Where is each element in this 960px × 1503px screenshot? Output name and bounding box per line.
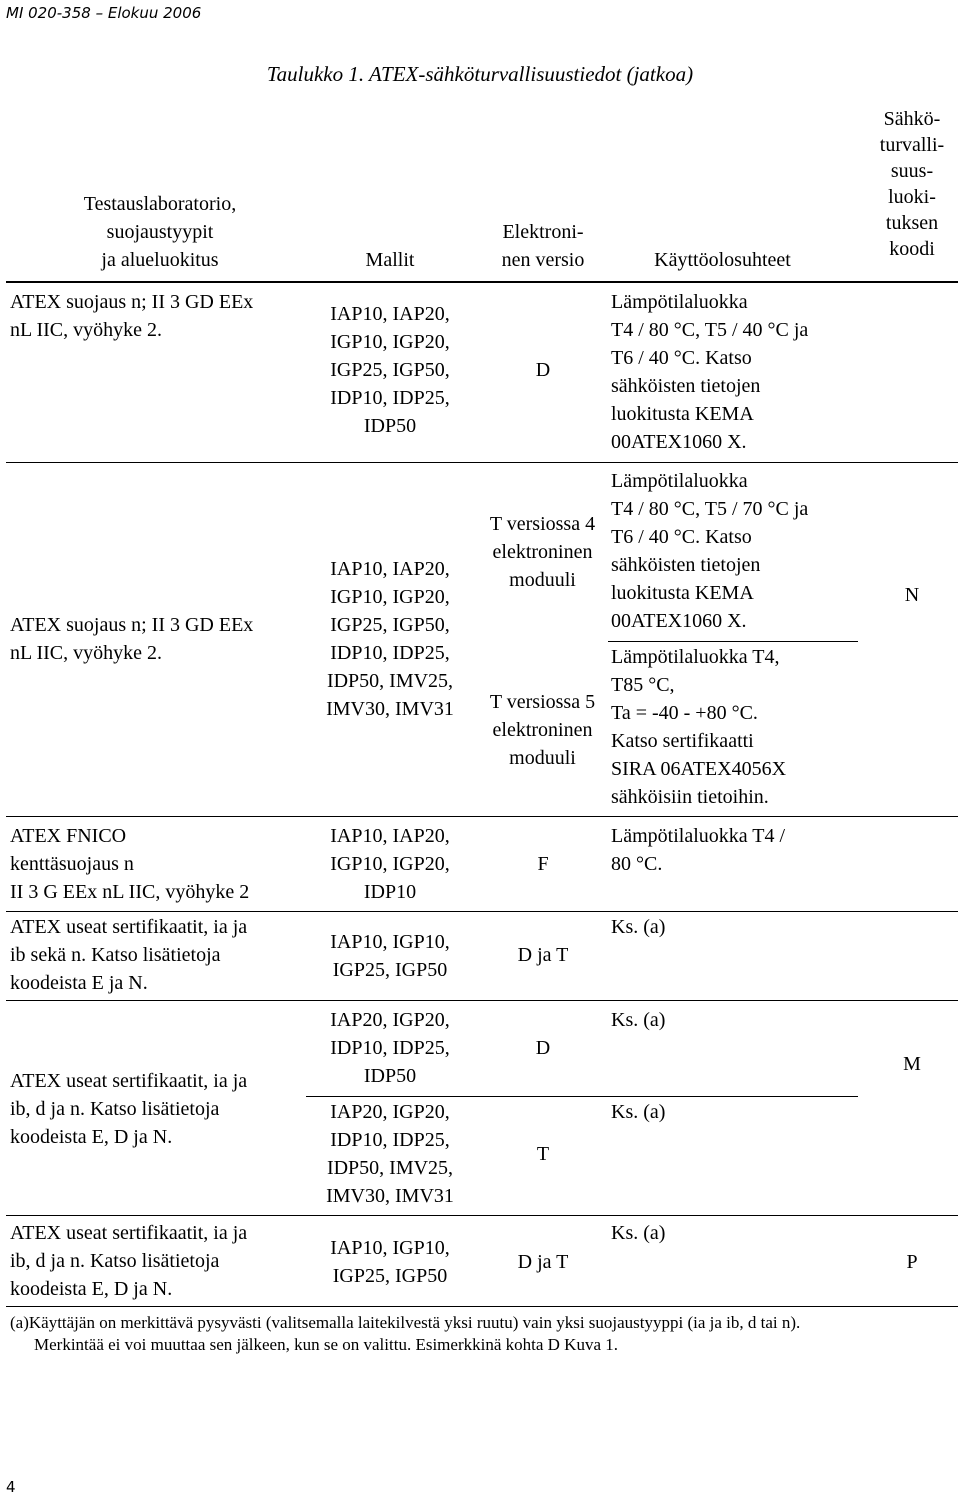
r2-version-a: T versiossa 4 elektroninen moduuli [489,513,596,591]
header-conditions: Käyttöolosuhteet [654,249,791,271]
r6-conditions: Ks. (a) [611,1222,666,1244]
r5-models-b: IAP20, IGP20, IDP10, IDP25, IDP50, IMV25, IMV30, IMV31 [326,1101,454,1207]
r6-lab: ATEX useat sertifikaatit, ia ja ib, d ja n. Katso lisätietoja koodeista E, D ja N. [10,1222,248,1300]
r6-version: D ja T [517,1251,569,1273]
r6-code: P [906,1251,918,1273]
r5-version-b: T [536,1143,550,1165]
row-divider [6,816,958,817]
table-bottom-rule [6,1306,958,1307]
header-rule [6,281,958,283]
r2-conditions-divider [608,641,858,642]
header-lab: Testauslaboratorio, suojaustyypit ja alueluokitus [83,193,237,271]
r4-conditions: Ks. (a) [611,916,666,938]
page-header: MI 020-358 – Elokuu 2006 [6,4,202,22]
r5-sub-divider [306,1096,858,1097]
r4-models: IAP10, IGP10, IGP25, IGP50 [330,931,450,981]
r3-conditions: Lämpötilaluokka T4 / 80 °C. [611,825,786,875]
r5-conditions-b: Ks. (a) [611,1101,666,1123]
page-number: 4 [6,1478,16,1496]
r1-version: D [535,359,551,381]
table-caption: Taulukko 1. ATEX-sähköturvallisuustiedot (jatkoa) [266,62,694,86]
r4-version: D ja T [517,944,569,966]
r5-lab: ATEX useat sertifikaatit, ia ja ib, d ja n. Katso lisätietoja koodeista E, D ja N. [10,1070,248,1148]
row-divider [6,1215,958,1216]
r2-lab: ATEX suojaus n; II 3 GD EEx nL IIC, vyöhyke 2. [10,614,254,664]
footnote: (a)Käyttäjän on merkittävä pysyvästi (valitsemalla laitekilvestä yksi ruutu) vain yksi suojaustyyppi (ia ja ib, d tai n). Merkintää ei voi muuttaa sen jälkeen, kun se on valittu. Esimerkkinä kohta D Kuva 1. [10,1313,801,1354]
r2-code: N [904,584,920,606]
r3-version: F [537,853,549,875]
r5-models-a: IAP20, IGP20, IDP10, IDP25, IDP50 [330,1009,450,1087]
r4-lab: ATEX useat sertifikaatit, ia ja ib sekä n. Katso lisätietoja koodeista E ja N. [10,916,248,994]
r5-conditions-a: Ks. (a) [611,1009,666,1031]
r3-models: IAP10, IAP20, IGP10, IGP20, IDP10 [330,825,450,903]
row-divider [6,1000,958,1001]
header-version: Elektroni- nen versio [501,221,585,271]
header-models: Mallit [365,249,415,271]
r6-models: IAP10, IGP10, IGP25, IGP50 [330,1237,450,1287]
r5-code: M [903,1053,921,1075]
r1-models: IAP10, IAP20, IGP10, IGP20, IGP25, IGP50, IDP10, IDP25, IDP50 [330,303,450,437]
r1-lab: ATEX suojaus n; II 3 GD EEx nL IIC, vyöhyke 2. [10,291,254,341]
header-code: Sähkö- turvalli- suus- luoki- tuksen koodi [879,108,945,260]
r1-conditions: Lämpötilaluokka T4 / 80 °C, T5 / 40 °C ja T6 / 40 °C. Katso sähköisten tietojen luokitusta KEMA 00ATEX1060 X. [611,291,809,453]
row-divider [6,462,958,463]
r3-lab: ATEX FNICO kenttäsuojaus n II 3 G EEx nL IIC, vyöhyke 2 [10,825,250,903]
r2-version-b: T versiossa 5 elektroninen moduuli [489,691,596,769]
r5-version-a: D [535,1037,551,1059]
r2-conditions-b: Lämpötilaluokka T4, T85 °C, Ta = -40 - +80 °C. Katso sertifikaatti SIRA 06ATEX4056X sähköisiin tietoihin. [611,646,787,808]
r2-models: IAP10, IAP20, IGP10, IGP20, IGP25, IGP50, IDP10, IDP25, IDP50, IMV25, IMV30, IMV31 [326,558,454,720]
row-divider [6,911,958,912]
r2-conditions-a: Lämpötilaluokka T4 / 80 °C, T5 / 70 °C ja T6 / 40 °C. Katso sähköisten tietojen luokitusta KEMA 00ATEX1060 X. [611,470,809,632]
